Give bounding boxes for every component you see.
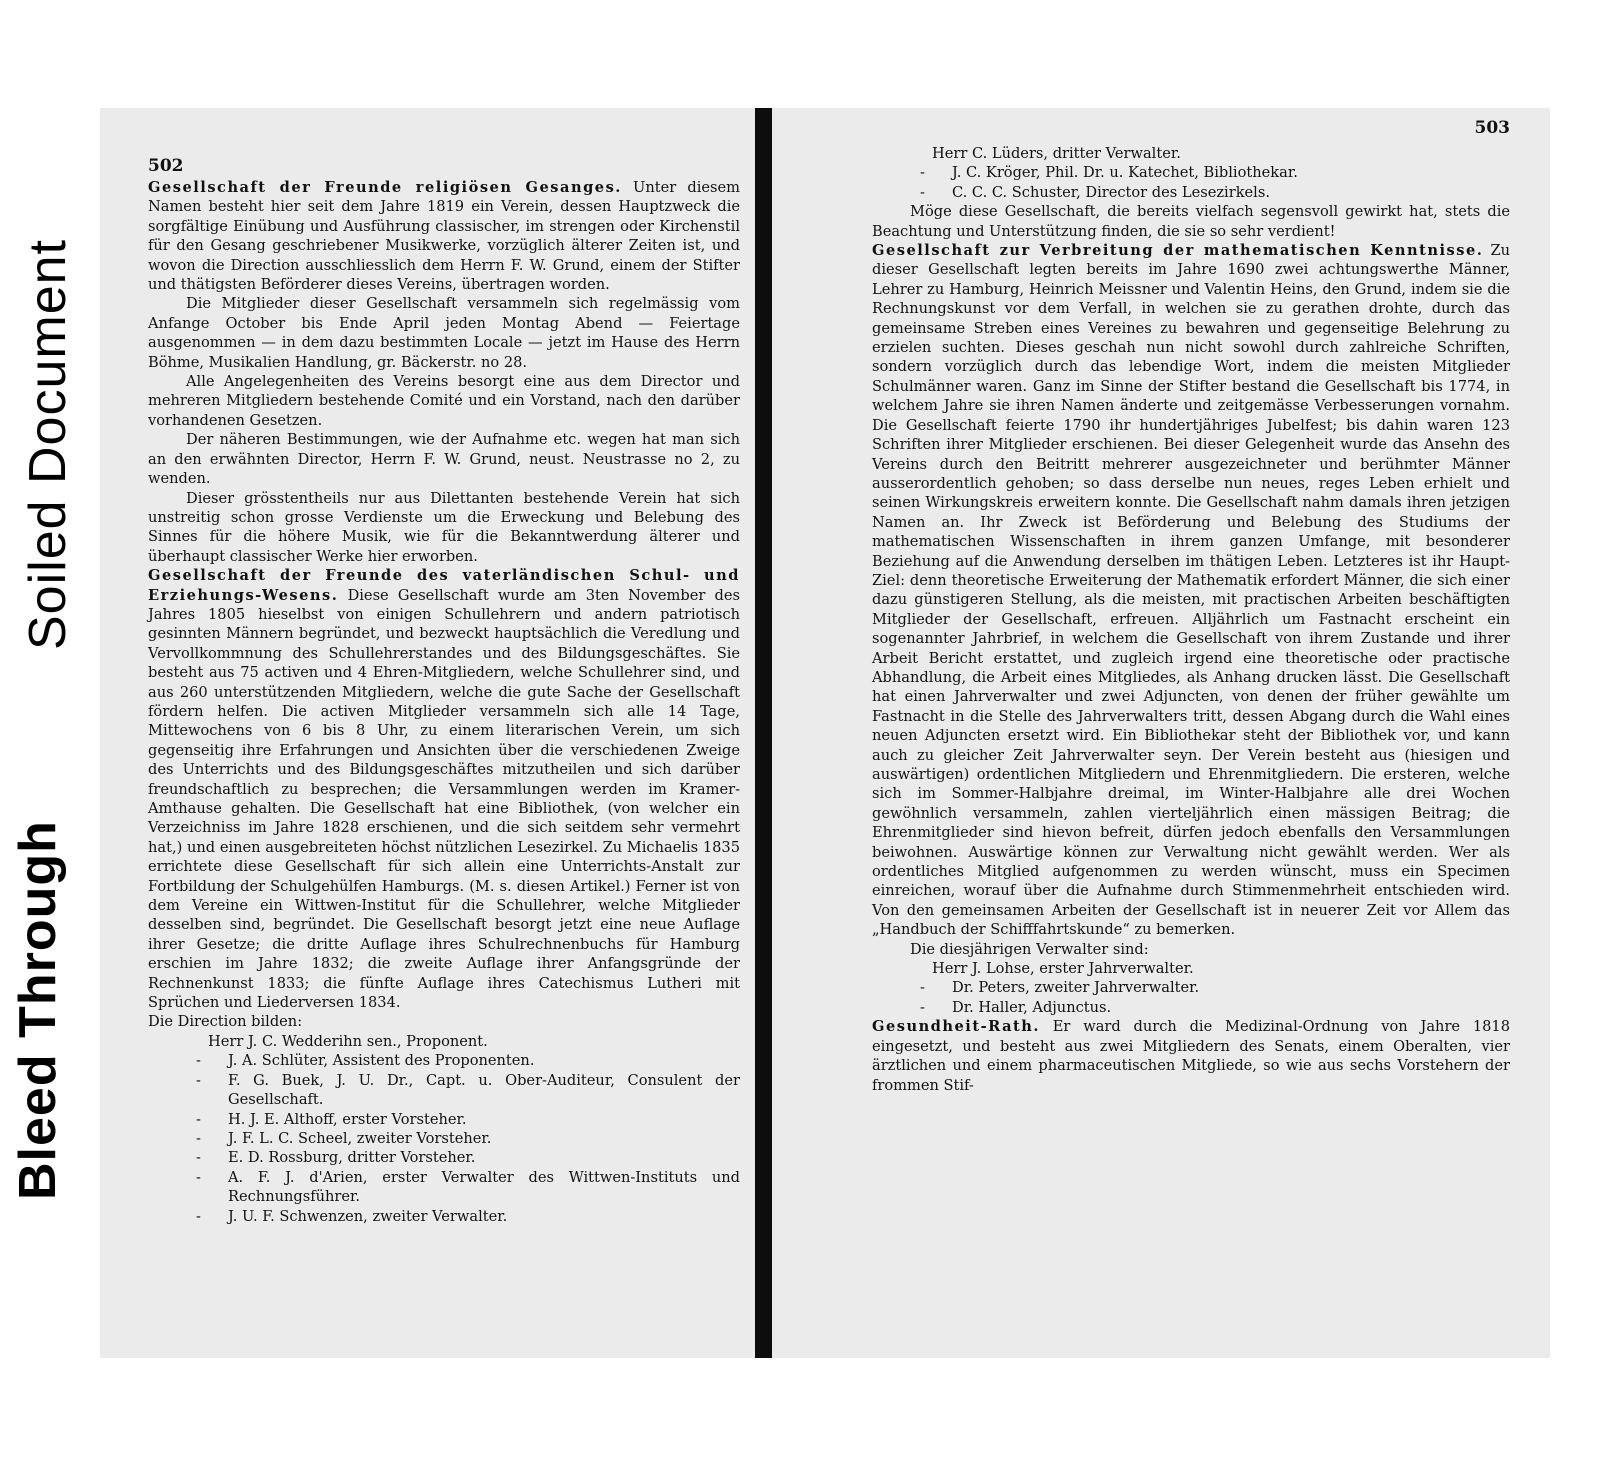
- direction-intro: Die Direction bilden:: [148, 1013, 303, 1031]
- right-page: [772, 108, 1550, 1358]
- list-item: - A. F. J. d'Arien, erster Verwalter des Wittwen-Instituts und Rechnungsführer.: [196, 1168, 740, 1206]
- entry-heading: Gesundheit-Rath.: [872, 1018, 1040, 1036]
- list-item: - E. D. Rossburg, dritter Vorsteher.: [196, 1149, 476, 1167]
- direction-list: [148, 1032, 740, 1226]
- page-number-right: 503: [1474, 118, 1510, 138]
- entry-paragraph: Alle Angelegenheiten des Vereins besorgt eine aus dem Director und mehreren Mitgliedern bestehende Comité und ein Vorstand, nach den darüber vorhandenen Gesetzen.: [148, 373, 740, 429]
- right-column: [872, 144, 1510, 1095]
- verwalter-list: [872, 959, 1510, 1017]
- entry-paragraph: Diese Gesellschaft wurde am 3ten November des Jahres 1805 hieselbst von einigen Schullehrern und andern patriotisch gesinnten Männern begründet, und bezweckt hauptsächlich die Veredlung und Vervollkommnung des Schullehrerstandes und des Bildungsgeschäftes. Sie besteht aus 75 activen und 4 Ehren-Mitgliedern, welche Schullehrer sind, und aus 260 unterstützenden Mitgliedern, welche die gute Sache der Gesellschaft fördern helfen. Die activen Mitglieder versammeln sich alle 14 Tage, Mittewochens von 6 bis 8 Uhr, zu einem literarischen Verein, um sich gegenseitig ihre Erfahrungen und Ansichten über die verschiedenen Zweige des Unterrichts und des Bildungsgeschäftes mitzutheilen und sich darüber freundschaftlich zu besprechen; die Versammlungen werden im Kramer-Amthause gehalten. Die Gesellschaft hat eine Bibliothek, (von welcher ein Verzeichniss im Jahre 1828 erschienen, und die sich seitdem sehr vermehrt hat,) und einen ausgebreiteten höchst nützlichen Lesezirkel. Zu Michaelis 1835 errichtete diese Gesellschaft für sich allein eine Unterrichts-Anstalt zur Fortbildung der Schulgehülfen Hamburgs. (M. s. diesen Artikel.) Ferner ist von dem Vereine ein Wittwen-Institut für die Schullehrer, welche Mitglieder desselben sind, begründet. Die Gesellschaft besorgt jetzt eine neue Auflage ihrer Gesetze; die dritte Auflage ihres Schulrechnenbuchs für Hamburg erschien im Jahre 1832; die zweite Auflage ihrer Anfangsgründe der Rechnenkunst 1833; die fünfte Auflage ihres Catechismus Lutheri mit Sprüchen und Liederversen 1834.: [148, 586, 741, 1012]
- list-item: - J. U. F. Schwenzen, zweiter Verwalter.: [196, 1207, 508, 1225]
- book-spread: [100, 108, 1550, 1358]
- list-item: Herr J. Lohse, erster Jahrverwalter.: [932, 960, 1194, 978]
- entry-heading: Gesellschaft zur Verbreitung der mathematischen Kenntnisse.: [872, 242, 1484, 260]
- list-item: - Dr. Peters, zweiter Jahrverwalter.: [920, 979, 1200, 997]
- entry-paragraph: Dieser grösstentheils nur aus Dilettanten bestehende Verein hat sich unstreitig schon grosse Verdienste um die Erweckung und Belebung des Sinnes für die höhere Musik, wie für die Bekanntwerdung älterer und überhaupt classischer Werke hier erworben.: [148, 489, 740, 565]
- list-item: - J. A. Schlüter, Assistent des Proponenten.: [196, 1052, 535, 1070]
- entry-paragraph: Die Mitglieder dieser Gesellschaft versammeln sich regelmässig vom Anfange October bis Ende April jeden Montag Abend — Feiertage ausgenommen — in dem dazu bestimmten Locale — jetzt im Hause des Herrn Böhme, Musikalien Handlung, gr. Bäckerstr. no 28.: [148, 295, 740, 371]
- entry-paragraph: Zu dieser Gesellschaft legten bereits im Jahre 1690 zwei achtungswerthe Männer, Lehrer zu Hamburg, Heinrich Meissner und Valentin Heins, den Grund, indem sie die Rechnungskunst vor dem Verfall, in welchen sie zu gerathen drohte, durch das gemeinsame Streben eines Vereines zu bewahren und gegenseitige Belehrung zu erzielen suchten. Dieses geschah nun nicht sowohl durch zahlreiche Schriften, sondern vorzüglich durch das lebendige Wort, indem die meisten Mitglieder Schulmänner waren. Ganz im Sinne der Stifter bestand die Gesellschaft bis 1774, in welchem Jahre sie ihren Namen änderte und zeitgemässe Verbesserungen vornahm. Die Gesellschaft feierte 1790 ihr hundertjähriges Jubelfest; bis dahin waren 123 Schriften ihrer Mitglieder erschienen. Bei dieser Gelegenheit wurde das Ansehn des Vereins durch den Beitritt mehrerer ausgezeichneter und berühmter Männer ausserordentlich gehoben; so dass derselbe nun neues, reges Leben erhielt und seinen Wirkungskreis erweitern konnte. Die Gesellschaft nahm damals ihren jetzigen Namen an. Ihr Zweck ist Beförderung und Belebung des Studiums der mathematischen Wissenschaften in ihrem ganzen Umfange, mit besonderer Beziehung auf die Anwendung derselben im thätigen Leben. Letzteres ist ihr Haupt-Ziel: denn theoretische Erweiterung der Mathematik erfordert Männer, die sich einer dazu günstigeren Stellung, als die meisten, mit practischen Arbeiten beschäftigten Mitglieder der Gesellschaft, erfreuen. Alljährlich um Fastnacht erscheint ein sogenannter Jahrbrief, in welchem die Gesellschaft von ihrem Zustande und ihrer Arbeit Bericht erstattet, und zugleich irgend eine theoretische oder practische Abhandlung, die Arbeit eines Mitgliedes, als Anhang drucken lässt. Die Gesellschaft hat einen Jahrverwalter und zwei Adjuncten, von denen der früher gewählte um Fastnacht in die Stelle des Jahrverwalters tritt, dessen Abgang durch die Wahl eines neuen Adjuncten ersetzt wird. Ein Bibliothekar steht der Bibliothek vor, und kann auch zu gleicher Zeit Jahrverwalter seyn. Der Verein besteht aus (hiesigen und auswärtigen) ordentlichen Mitgliedern und Ehrenmitgliedern. Die ersteren, welche sich im Sommer-Halbjahre dreimal, im Winter-Halbjahre alle drei Wochen gewöhnlich versammeln, zahlen vierteljährlich einen mässigen Beitrag; die Ehrenmitglieder sind hievon befreit, dürfen jedoch ebenfalls den Versammlungen beiwohnen. Auswärtige können zur Verwaltung nicht gewählt werden. Wer als ordentliches Mitglied aufgenommen zu werden wünscht, muss ein Specimen einreichen, worauf über die Aufnahme durch Stimmenmehrheit entschieden wird. Von den gemeinsamen Arbeiten der Gesellschaft ist in neuerer Zeit vor Allem das „Handbuch der Schifffahrtskunde“ zu bemerken.: [872, 242, 1510, 939]
- list-item: - J. C. Kröger, Phil. Dr. u. Katechet, Bibliothekar.: [920, 164, 1298, 182]
- left-column: [148, 178, 740, 1226]
- entry-paragraph: Unter diesem Namen besteht hier seit dem Jahre 1819 ein Verein, dessen Hauptzweck die sorgfältige Einübung und Ausführung classischer, im strengen oder Kirchenstil für den Gesang geschriebener Musikwerke, vorzüglich älterer Zeiten ist, und wovon die Direction ausschliesslich dem Herrn F. W. Grund, einem der Stifter und thätigsten Beförderer dieses Vereins, übertragen worden.: [148, 179, 740, 294]
- list-item: - Dr. Haller, Adjunctus.: [920, 998, 1112, 1016]
- left-page: [100, 108, 760, 1358]
- list-item: - F. G. Buek, J. U. Dr., Capt. u. Ober-Auditeur, Consulent der Gesellschaft.: [196, 1071, 740, 1109]
- entry-paragraph: Er ward durch die Medizinal-Ordnung von Jahre 1818 eingesetzt, und besteht aus zwei Mitgliedern des Senats, einem Oberalten, vier ärztlichen und einem pharmaceutischen Mitgliede, so wie aus sechs Vorstehern der frommen Stif-: [872, 1018, 1510, 1094]
- bleed-through-label: Bleed Through: [9, 820, 67, 1200]
- page-number-left: 502: [148, 156, 184, 176]
- entry-paragraph: Der näheren Bestimmungen, wie der Aufnahme etc. wegen hat man sich an den erwähnten Director, Herrn F. W. Grund, neust. Neustrasse no 2, zu wenden.: [148, 431, 740, 488]
- member-list: [872, 144, 1510, 202]
- book-gutter: [755, 108, 772, 1358]
- soiled-document-label: Soiled Document: [19, 239, 77, 650]
- entry-heading: Gesellschaft der Freunde des vaterländischen Schul- und Erziehungs-Wesens.: [148, 567, 740, 604]
- list-item: - H. J. E. Althoff, erster Vorsteher.: [196, 1110, 467, 1128]
- verwalter-intro: Die diesjährigen Verwalter sind:: [910, 940, 1149, 958]
- list-item: - J. F. L. C. Scheel, zweiter Vorsteher.: [196, 1129, 492, 1147]
- entry-paragraph: Möge diese Gesellschaft, die bereits vielfach segensvoll gewirkt hat, stets die Beachtung und Unterstützung finden, die sie so sehr verdient!: [872, 203, 1510, 240]
- list-item: Herr C. Lüders, dritter Verwalter.: [932, 145, 1181, 162]
- list-item: - C. C. C. Schuster, Director des Lesezirkels.: [920, 183, 1270, 201]
- list-item: Herr J. C. Wedderihn sen., Proponent.: [208, 1032, 488, 1050]
- entry-heading: Gesellschaft der Freunde religiösen Gesanges.: [148, 179, 622, 196]
